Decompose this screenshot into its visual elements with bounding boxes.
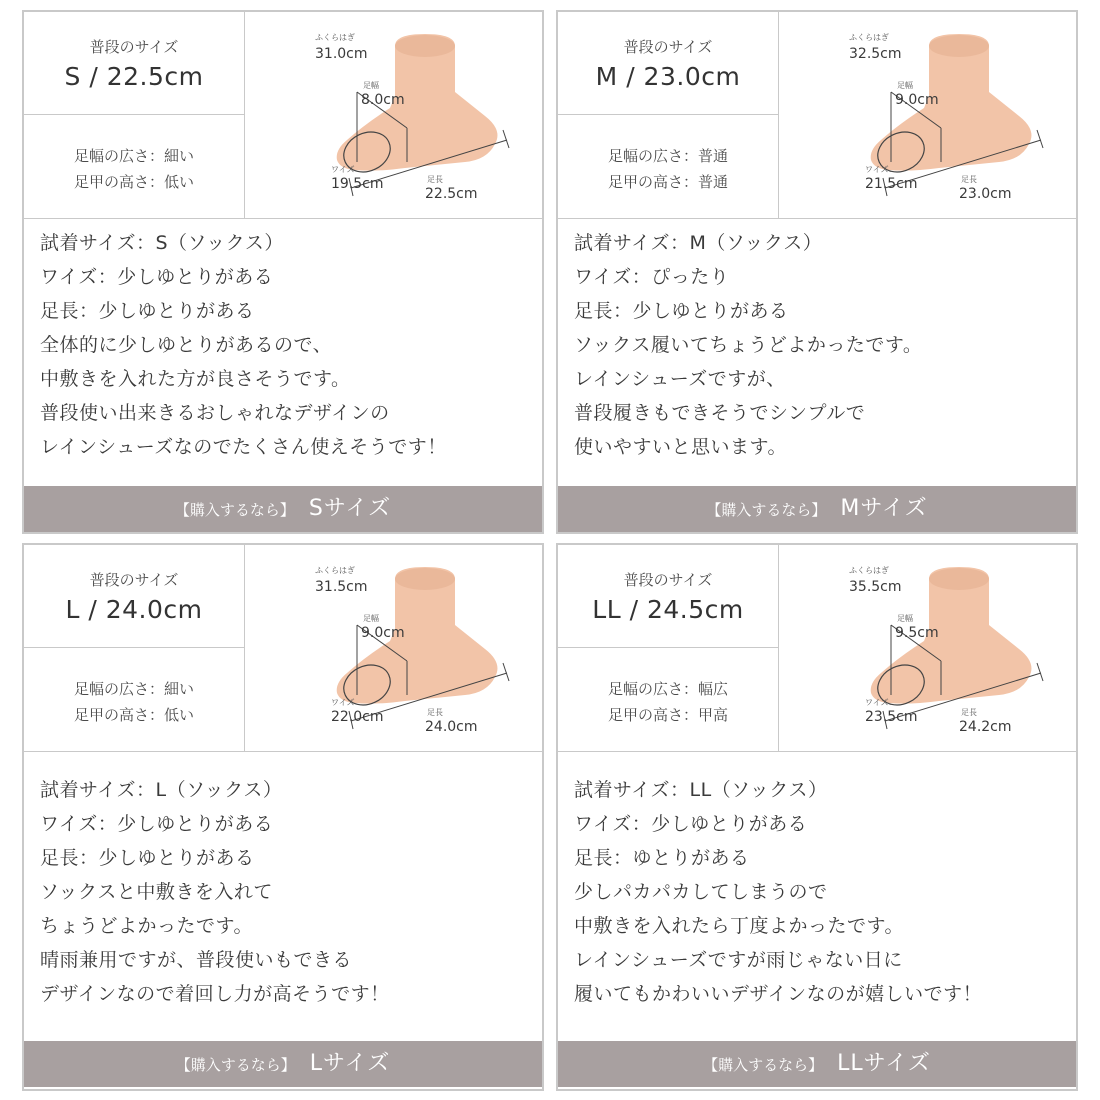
review-card-2 [556, 10, 1078, 534]
review-card-1 [22, 10, 544, 534]
review-line: ワイズ：少しゆとりがある [40, 266, 274, 288]
instep-height-text: 足甲の高さ：甲高 [607, 706, 728, 724]
review-card-3 [22, 543, 544, 1091]
review-text [574, 226, 922, 464]
calf-top [395, 568, 455, 590]
size-info [24, 12, 245, 218]
instep-height-text: 足甲の高さ：普通 [607, 173, 728, 191]
review-text [40, 773, 390, 1011]
buy-recommendation-bar [558, 1041, 1076, 1087]
review-line: ワイズ：少しゆとりがある [574, 813, 808, 835]
wise-value: 19.5cm [331, 176, 384, 192]
length-value: 23.0cm [959, 186, 1012, 202]
review-line: 普段使い出来きるおしゃれなデザインの [40, 402, 390, 424]
review-line: 足長：少しゆとりがある [574, 300, 789, 322]
review-line: ソックスと中敷きを入れて [40, 881, 273, 903]
foot-width-label: 足幅 [897, 81, 913, 90]
foot-width-value: 9.0cm [361, 625, 405, 641]
calf-value: 35.5cm [849, 579, 902, 595]
usual-size-value: L / 24.0cm [65, 595, 203, 624]
review-line: 晴雨兼用ですが、普段使いもできる [40, 949, 353, 971]
wise-value: 21.5cm [865, 176, 918, 192]
review-line: レインシューズなのでたくさん使えそうです！ [40, 436, 447, 458]
usual-size-value: LL / 24.5cm [592, 595, 744, 624]
calf-value: 31.5cm [315, 579, 368, 595]
foot-diagram [245, 12, 542, 218]
foot-illustration [245, 12, 542, 218]
size-info [24, 545, 245, 751]
calf-label: ふくらはぎ [315, 33, 355, 42]
review-line: 全体的に少しゆとりがあるので、 [40, 334, 333, 356]
calf-top [395, 35, 455, 57]
review-line: 少しパカパカしてしまうので [574, 881, 828, 903]
calf-top [929, 35, 989, 57]
review-line: レインシューズですが、 [574, 368, 786, 390]
wise-value: 22.0cm [331, 709, 384, 725]
length-label: 足長 [427, 708, 443, 717]
usual-size-box [24, 12, 244, 115]
foot-width-text: 足幅の広さ：普通 [607, 147, 728, 165]
usual-size-box [558, 12, 778, 115]
foot-width-text: 足幅の広さ：幅広 [607, 680, 728, 698]
buy-label: 【購入するなら】 [174, 501, 295, 519]
foot-shape-box [24, 648, 244, 751]
review-line: 試着サイズ：S（ソックス） [40, 232, 284, 254]
length-value: 22.5cm [425, 186, 478, 202]
foot-width-value: 8.0cm [361, 92, 405, 108]
review-line: 試着サイズ：LL（ソックス） [574, 779, 828, 801]
review-line: ワイズ：少しゆとりがある [40, 813, 274, 835]
buy-label: 【購入するなら】 [703, 1056, 824, 1074]
buy-label: 【購入するなら】 [706, 501, 827, 519]
card-header [558, 545, 1076, 752]
review-line: 使いやすいと思います。 [574, 436, 787, 458]
length-label: 足長 [961, 708, 977, 717]
size-info [558, 545, 779, 751]
review-text [574, 773, 982, 1011]
usual-size-box [558, 545, 778, 648]
calf-label: ふくらはぎ [849, 33, 889, 42]
review-line: レインシューズですが雨じゃない日に [574, 949, 903, 971]
review-line: 履いてもかわいいデザインなのが嬉しいです！ [574, 983, 983, 1005]
calf-label: ふくらはぎ [315, 566, 355, 575]
review-line: 足長：ゆとりがある [574, 847, 750, 869]
review-line: デザインなので着回し力が高そうです！ [40, 983, 390, 1005]
review-line: 試着サイズ：L（ソックス） [40, 779, 283, 801]
wise-value: 23.5cm [865, 709, 918, 725]
instep-height-text: 足甲の高さ：低い [73, 173, 194, 191]
foot-illustration [779, 545, 1076, 751]
buy-size: Sサイズ [308, 496, 392, 521]
usual-size-label: 普段のサイズ [623, 571, 713, 589]
foot-width-label: 足幅 [897, 614, 913, 623]
buy-size: Mサイズ [840, 496, 928, 521]
size-info [558, 12, 779, 218]
buy-recommendation-bar [24, 486, 542, 532]
review-line: 試着サイズ：M（ソックス） [574, 232, 823, 254]
foot-width-text: 足幅の広さ：細い [73, 680, 194, 698]
buy-recommendation-bar [24, 1041, 542, 1087]
length-value: 24.0cm [425, 719, 478, 735]
usual-size-box [24, 545, 244, 648]
instep-height-text: 足甲の高さ：低い [73, 706, 194, 724]
usual-size-label: 普段のサイズ [623, 38, 713, 56]
wise-label: ワイズ [331, 165, 355, 174]
foot-shape-box [558, 115, 778, 218]
calf-top [929, 568, 989, 590]
foot-width-value: 9.5cm [895, 625, 939, 641]
wise-label: ワイズ [865, 165, 889, 174]
wise-label: ワイズ [865, 698, 889, 707]
foot-width-text: 足幅の広さ：細い [73, 147, 194, 165]
review-line: ちょうどよかったです。 [40, 915, 253, 937]
calf-label: ふくらはぎ [849, 566, 889, 575]
review-line: 普段履きもできそうでシンプルで [574, 402, 866, 424]
foot-width-value: 9.0cm [895, 92, 939, 108]
foot-diagram [779, 12, 1076, 218]
foot-width-label: 足幅 [363, 614, 379, 623]
buy-recommendation-bar [558, 486, 1076, 532]
review-line: ソックス履いてちょうどよかったです。 [574, 334, 923, 356]
foot-width-label: 足幅 [363, 81, 379, 90]
buy-size: LLサイズ [837, 1051, 931, 1076]
review-line: 中敷きを入れたら丁度よかったです。 [574, 915, 904, 937]
calf-value: 31.0cm [315, 46, 368, 62]
buy-label: 【購入するなら】 [175, 1056, 296, 1074]
foot-diagram [245, 545, 542, 751]
review-line: 足長：少しゆとりがある [40, 300, 255, 322]
buy-size: Lサイズ [309, 1051, 391, 1076]
review-card-4 [556, 543, 1078, 1091]
review-line: 中敷きを入れた方が良さそうです。 [40, 368, 351, 390]
usual-size-value: M / 23.0cm [595, 62, 741, 91]
foot-diagram [779, 545, 1076, 751]
usual-size-label: 普段のサイズ [89, 571, 179, 589]
card-header [24, 12, 542, 219]
length-label: 足長 [961, 175, 977, 184]
review-line: 足長：少しゆとりがある [40, 847, 255, 869]
foot-shape-box [24, 115, 244, 218]
length-label: 足長 [427, 175, 443, 184]
usual-size-label: 普段のサイズ [89, 38, 179, 56]
review-text [40, 226, 447, 464]
card-header [558, 12, 1076, 219]
review-line: ワイズ：ぴったり [574, 266, 730, 288]
wise-label: ワイズ [331, 698, 355, 707]
foot-shape-box [558, 648, 778, 751]
calf-value: 32.5cm [849, 46, 902, 62]
length-value: 24.2cm [959, 719, 1012, 735]
foot-illustration [779, 12, 1076, 218]
card-header [24, 545, 542, 752]
foot-illustration [245, 545, 542, 751]
usual-size-value: S / 22.5cm [64, 62, 204, 91]
